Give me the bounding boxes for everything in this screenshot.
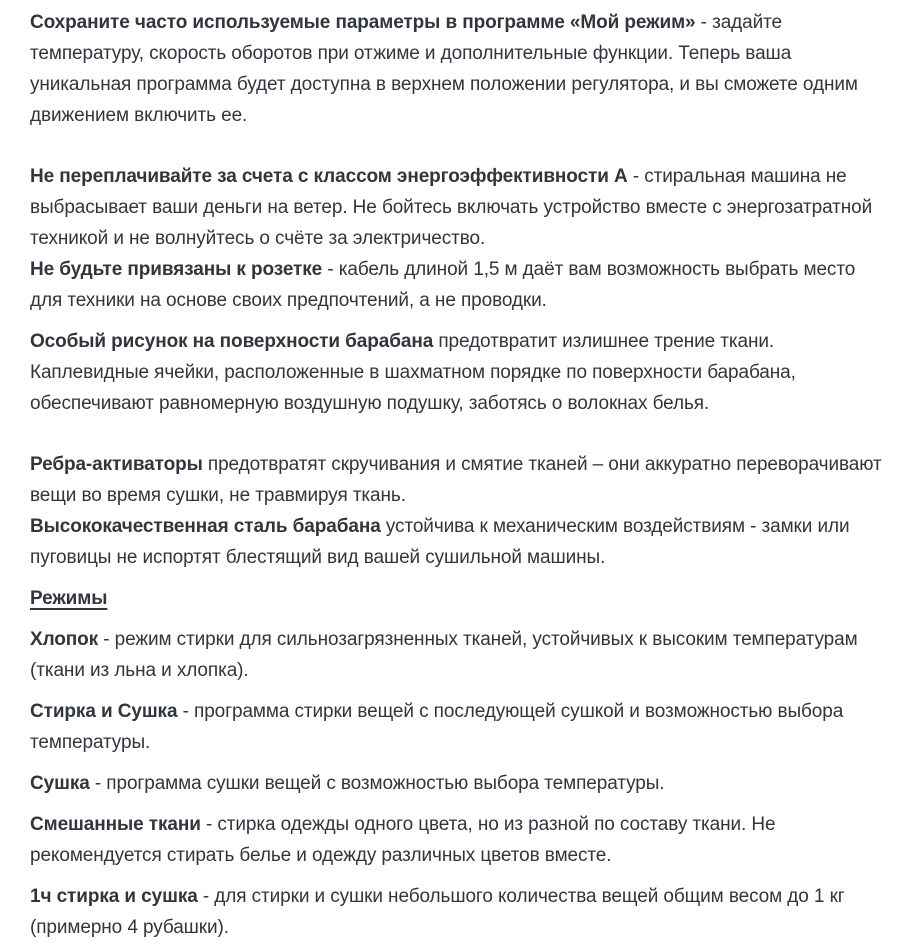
paragraph-mode-mixed-fabrics-body: - стирка одежды одного цвета, но из разной по составу ткани. Не рекомендуется стирать белье и одежду различных цветов вместе. [30, 814, 776, 866]
paragraph-mode-mixed-fabrics [30, 809, 888, 871]
paragraph-activator-ribs-body: предотвратят скручивания и смятие тканей – они аккуратно переворачивают вещи во время сушки, не травмируя ткань. [30, 454, 882, 506]
paragraph-mode-dry-lead: Сушка [30, 773, 90, 794]
paragraph-mode-wash-dry-lead: Стирка и Сушка [30, 701, 178, 722]
paragraph-energy-class-body: - стиральная машина не выбрасывает ваши деньги на ветер. Не бойтесь включать устройство вместе с энергозатратной техникой и не волнуйтесь о счёте за электричество. [30, 166, 873, 249]
paragraph-mode-cotton-lead: Хлопок [30, 629, 99, 650]
paragraph-activator-ribs-lead: Ребра-активаторы [30, 454, 203, 475]
heading-modes-label: Режимы [30, 588, 108, 609]
paragraph-my-mode-lead: Сохраните часто используемые параметры в программе «Мой режим» [30, 12, 696, 33]
paragraph-drum-steel-lead: Высококачественная сталь барабана [30, 516, 381, 537]
paragraph-mode-1h-wash-dry-body: - для стирки и сушки небольшого количества вещей общим весом до 1 кг (примерно 4 рубашки). [30, 886, 845, 938]
paragraph-mode-dry-body: - программа сушки вещей с возможностью выбора температуры. [89, 773, 665, 794]
paragraph-mode-dry [30, 768, 888, 799]
paragraph-mode-cotton [30, 624, 888, 686]
paragraph-energy-class-lead: Не переплачивайте за счета с классом энергоэффективности А [30, 166, 628, 187]
heading-modes [30, 583, 888, 614]
paragraph-mode-1h-wash-dry-lead: 1ч стирка и сушка [30, 886, 198, 907]
paragraph-energy-class [30, 161, 888, 254]
paragraph-cable-length-lead: Не будьте привязаны к розетке [30, 259, 323, 280]
paragraph-mode-wash-dry-body: - программа стирки вещей с последующей сушкой и возможностью выбора температуры. [30, 701, 844, 753]
paragraph-activator-ribs [30, 449, 888, 511]
paragraph-drum-steel-body: устойчива к механическим воздействиям - замки или пуговицы не испортят блестящий вид вашей сушильной машины. [30, 516, 850, 568]
paragraph-mode-wash-dry [30, 696, 888, 758]
paragraph-mode-cotton-body: - режим стирки для сильнозагрязненных тканей, устойчивых к высоким температурам (ткани из льна и хлопка). [30, 629, 858, 681]
paragraph-cable-length-body: - кабель длиной 1,5 м даёт вам возможность выбрать место для техники на основе своих предпочтений, а не проводки. [30, 259, 856, 311]
paragraph-mode-mixed-fabrics-lead: Смешанные ткани [30, 814, 201, 835]
paragraph-mode-1h-wash-dry [30, 881, 888, 943]
paragraph-drum-pattern-body: предотвратит излишнее трение ткани. Каплевидные ячейки, расположенные в шахматном порядке по поверхности барабана, обеспечивают равномерную воздушную подушку, заботясь о волокнах белья. [30, 331, 796, 414]
paragraph-drum-pattern-lead: Особый рисунок на поверхности барабана [30, 331, 434, 352]
paragraph-my-mode-body: - задайте температуру, скорость оборотов при отжиме и дополнительные функции. Теперь ваша уникальная программа будет доступна в верхнем положении регулятора, и вы сможете одним движением включить ее. [30, 12, 858, 126]
paragraph-drum-steel [30, 511, 888, 573]
paragraph-drum-pattern [30, 326, 888, 419]
paragraph-cable-length [30, 254, 888, 316]
paragraph-my-mode [30, 7, 888, 131]
